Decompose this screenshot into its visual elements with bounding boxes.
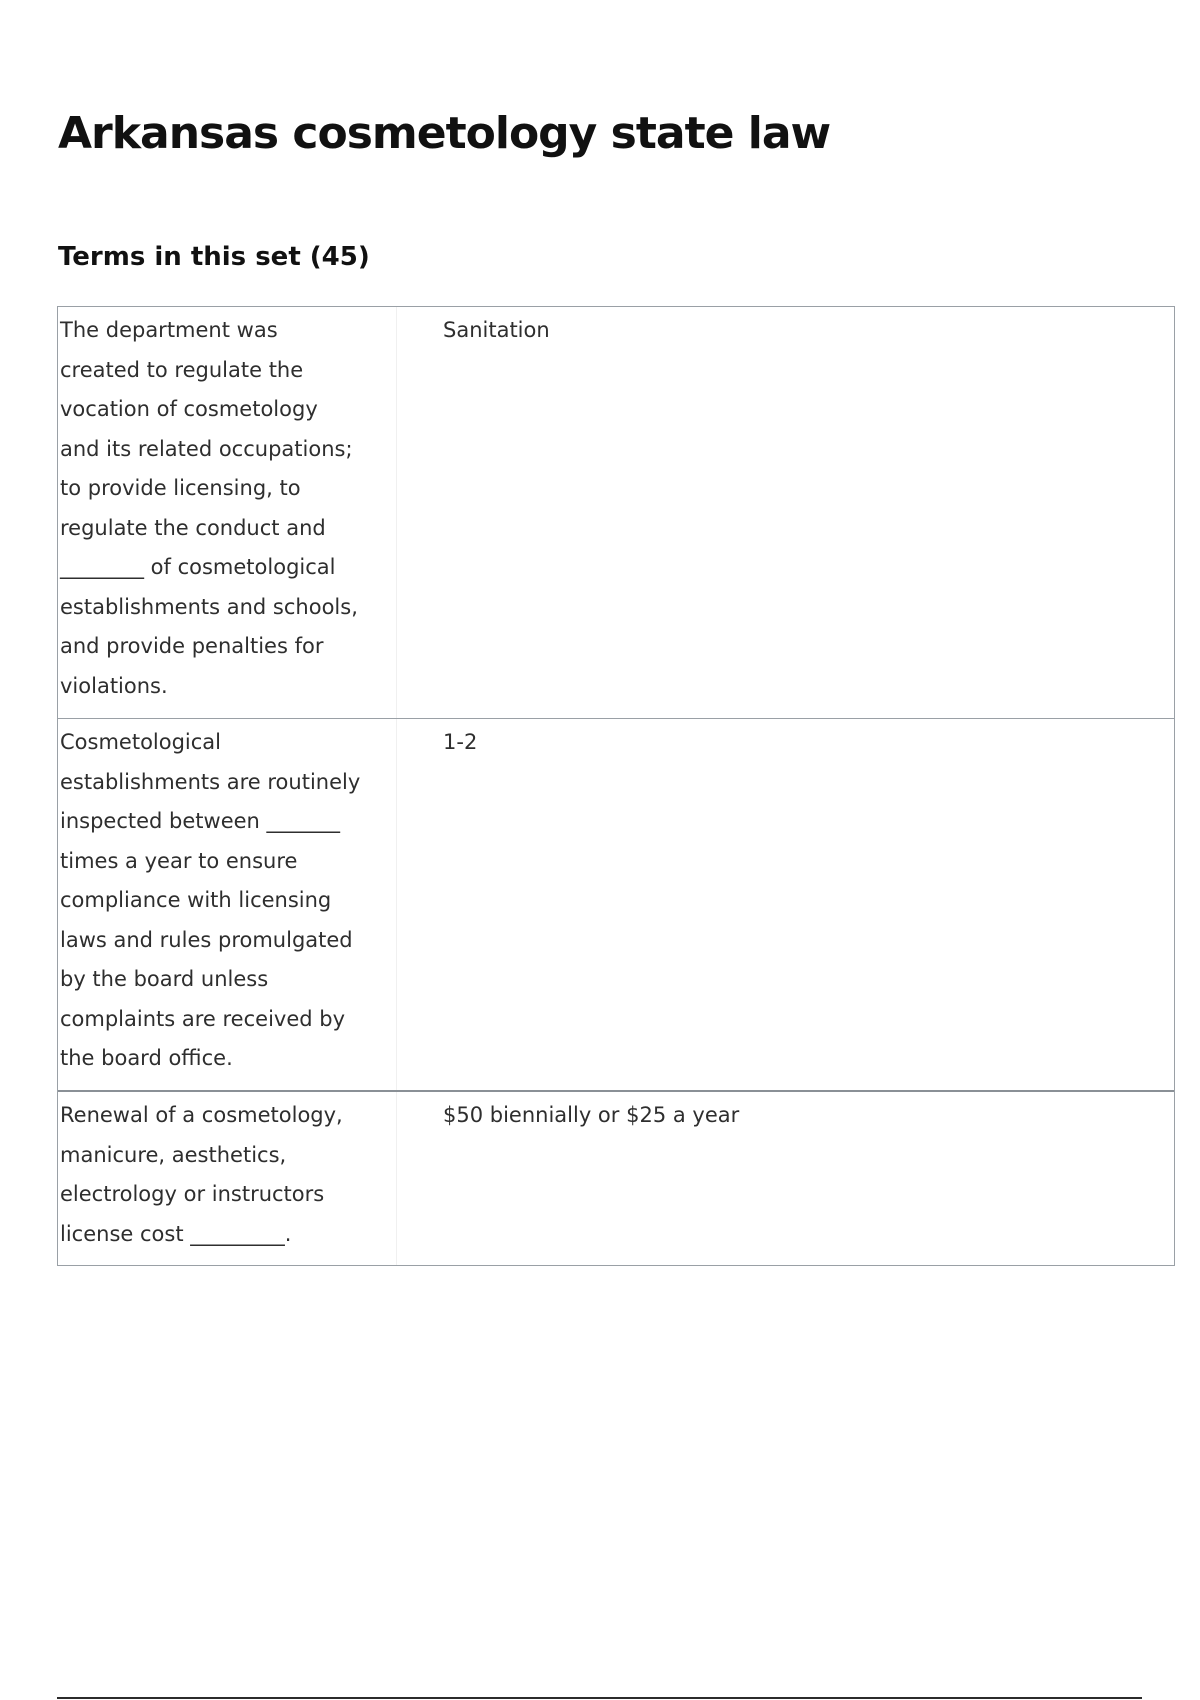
definition-text: $50 biennially or $25 a year	[443, 1103, 740, 1127]
term-line: and its related occupations;	[60, 436, 353, 461]
term-row	[58, 1090, 1174, 1265]
term-line: The department was	[60, 318, 278, 342]
set-title: Arkansas cosmetology state law	[58, 108, 831, 159]
term-line: license cost _________.	[60, 1221, 292, 1246]
term-line: Renewal of a cosmetology,	[60, 1103, 343, 1127]
footer-divider	[57, 1697, 1142, 1699]
term-line: and provide penalties for	[60, 634, 324, 658]
term-line: manicure, aesthetics,	[60, 1142, 287, 1167]
term-line: electrology or instructors	[60, 1182, 325, 1206]
term-line: Cosmetological	[60, 730, 222, 754]
definition-text: Sanitation	[443, 318, 550, 342]
term-line: inspected between _______	[60, 809, 341, 833]
term-text	[58, 719, 396, 1090]
term-line: violations.	[60, 673, 168, 698]
term-text	[58, 307, 396, 718]
terms-table	[57, 306, 1175, 1266]
term-line: complaints are received by	[60, 1006, 346, 1031]
term-line: the board office.	[60, 1046, 233, 1070]
terms-count-heading: Terms in this set (45)	[58, 242, 370, 272]
term-text	[58, 1092, 396, 1265]
term-line: laws and rules promulgated	[60, 927, 353, 952]
term-line: establishments and schools,	[60, 594, 358, 619]
definition-text: 1-2	[443, 730, 478, 754]
term-line: compliance with licensing	[60, 888, 332, 912]
term-line: times a year to ensure	[60, 848, 298, 873]
term-row	[58, 718, 1174, 1090]
term-line: establishments are routinely	[60, 769, 361, 794]
term-line: by the board unless	[60, 967, 269, 991]
term-line: ________ of cosmetological	[60, 555, 336, 579]
term-line: to provide licensing, to	[60, 476, 301, 500]
term-row	[58, 307, 1174, 718]
term-line: vocation of cosmetology	[60, 397, 318, 421]
term-line: created to regulate the	[60, 357, 304, 382]
term-line: regulate the conduct and	[60, 515, 326, 540]
